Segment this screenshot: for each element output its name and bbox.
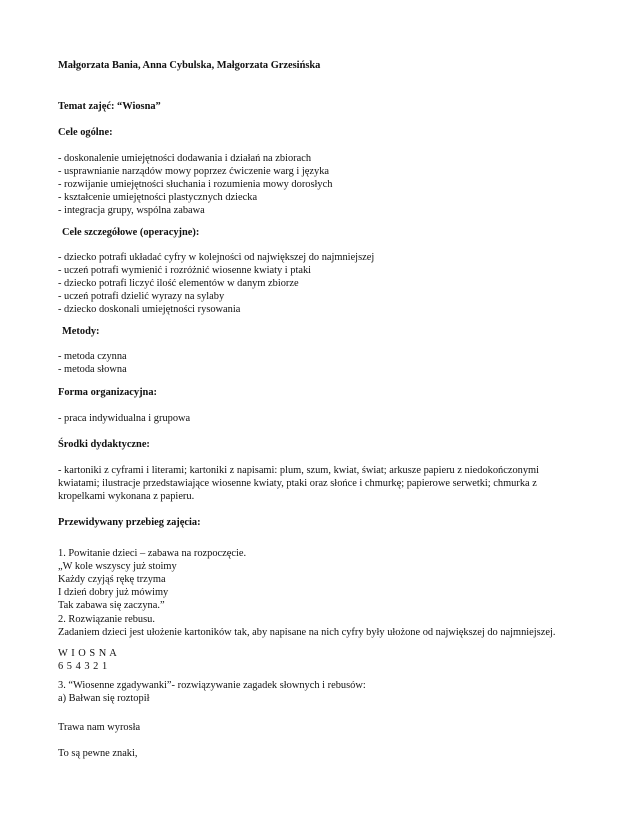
- specific-goal-item: - uczeń potrafi wymienić i rozróżnić wiosenne kwiaty i ptaki: [58, 265, 312, 276]
- general-goal-item: - integracja grupy, wspólna zabawa: [58, 205, 205, 216]
- authors: Małgorzata Bania, Anna Cybulska, Małgorzata Grzesińska: [58, 60, 321, 71]
- general-goal-item: - usprawnianie narządów mowy poprzez ćwiczenie warg i języka: [58, 166, 329, 177]
- poem-line: Tak zabawa się zaczyna.”: [58, 600, 165, 611]
- step-3-title: 3. “Wiosenne zgadywanki”- rozwiązywanie zagadek słownych i rebusów:: [58, 680, 366, 691]
- specific-goal-item: - dziecko potrafi liczyć ilość elementów w danym zbiorze: [58, 278, 299, 289]
- didactic-means-heading: Środki dydaktyczne:: [58, 439, 150, 450]
- step-2-text: Zadaniem dzieci jest ułożenie kartoników tak, aby napisane na nich cyfry były ułożone od największej do najmniejszej.: [58, 627, 556, 638]
- step-1-title: 1. Powitanie dzieci – zabawa na rozpoczęcie.: [58, 548, 247, 559]
- general-goal-item: - doskonalenie umiejętności dodawania i działań na zbiorach: [58, 153, 312, 164]
- poem-line: „W kole wszyscy już stoimy: [58, 561, 177, 572]
- riddle-line: a) Bałwan się roztopił: [58, 693, 150, 704]
- specific-goal-item: - dziecko potrafi układać cyfry w kolejności od największej do najmniejszej: [58, 252, 375, 263]
- method-item: - metoda słowna: [58, 364, 127, 375]
- riddle-line: To są pewne znaki,: [58, 748, 138, 759]
- lesson-topic: Temat zajęć: “Wiosna”: [58, 101, 161, 112]
- specific-goal-item: - dziecko doskonali umiejętności rysowania: [58, 304, 241, 315]
- rebus-digits: 6 5 4 3 2 1: [58, 661, 108, 672]
- methods-heading: Metody:: [62, 326, 100, 337]
- rebus-letters: W I O S N A: [58, 648, 118, 659]
- step-2-title: 2. Rozwiązanie rebusu.: [58, 614, 155, 625]
- specific-goal-item: - uczeń potrafi dzielić wyrazy na sylaby: [58, 291, 225, 302]
- organization-heading: Forma organizacyjna:: [58, 387, 157, 398]
- didactic-means-line: - kartoniki z cyframi i literami; kartoniki z napisami: plum, szum, kwiat, świat; arkusze papieru z niedokończonymi: [58, 465, 540, 476]
- method-item: - metoda czynna: [58, 351, 127, 362]
- didactic-means-line: kwiatami; ilustracje przedstawiające wiosenne kwiaty, ptaki oraz słońce i chmurkę; papierowe serwetki; chmurka z: [58, 478, 537, 489]
- didactic-means-line: kropelkami wykonana z papieru.: [58, 491, 195, 502]
- course-heading: Przewidywany przebieg zajęcia:: [58, 517, 201, 528]
- organization-text: - praca indywidualna i grupowa: [58, 413, 191, 424]
- general-goal-item: - rozwijanie umiejętności słuchania i rozumienia mowy dorosłych: [58, 179, 333, 190]
- general-goals-heading: Cele ogólne:: [58, 127, 113, 138]
- specific-goals-heading: Cele szczegółowe (operacyjne):: [62, 227, 200, 238]
- riddle-line: Trawa nam wyrosła: [58, 722, 141, 733]
- poem-line: I dzień dobry już mówimy: [58, 587, 169, 598]
- poem-line: Każdy czyjąś rękę trzyma: [58, 574, 166, 585]
- general-goal-item: - kształcenie umiejętności plastycznych dziecka: [58, 192, 258, 203]
